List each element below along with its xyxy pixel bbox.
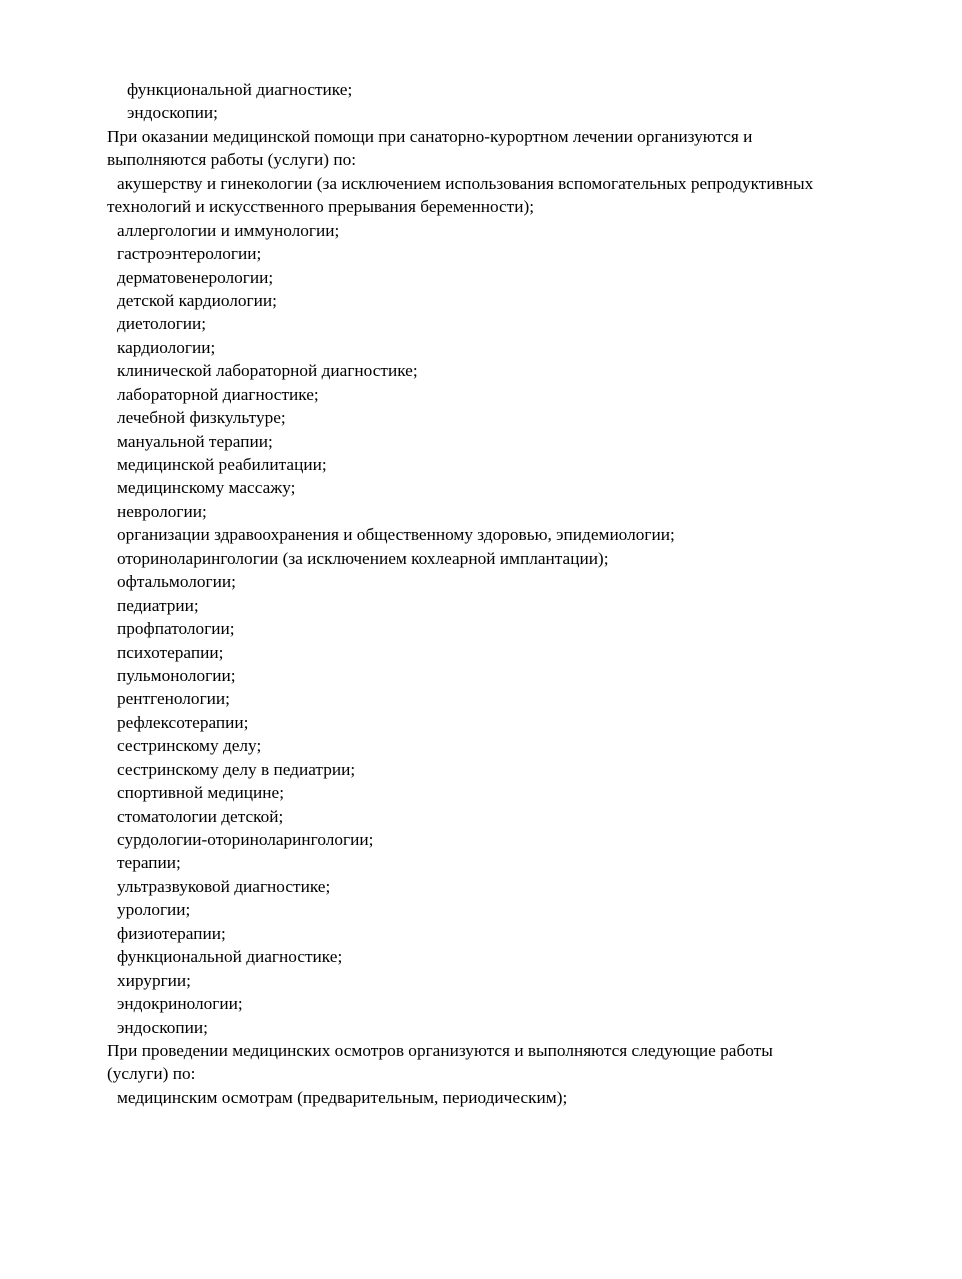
list-item: лабораторной диагностике; (117, 384, 319, 404)
list-item: мануальной терапии; (117, 431, 273, 451)
list-item: стоматологии детской; (117, 806, 284, 826)
document-page (107, 78, 907, 1109)
list-item: дерматовенерологии; (117, 267, 274, 287)
list-item: оториноларингологии (за исключением кохлеарной имплантации); (117, 548, 609, 568)
paragraph-line: (услуги) по: (107, 1064, 196, 1084)
list-item: неврологии; (117, 501, 207, 521)
list-item: офтальмологии; (117, 572, 236, 592)
list-item: профпатологии; (117, 619, 235, 639)
list-item: рефлексотерапии; (117, 712, 249, 732)
list-item: кардиологии; (117, 337, 216, 357)
list-item: хирургии; (117, 970, 191, 990)
list-item: гастроэнтерологии; (117, 244, 262, 264)
list-item: лечебной физкультуре; (117, 408, 286, 428)
list-item: педиатрии; (117, 595, 199, 615)
list-item: терапии; (117, 853, 181, 873)
list-item: сестринскому делу в педиатрии; (117, 759, 356, 779)
list-item: эндоскопии; (127, 103, 218, 123)
list-item: функциональной диагностике; (117, 947, 343, 967)
list-item: медицинской реабилитации; (117, 455, 327, 474)
service-list (107, 219, 907, 1039)
paragraph-line: При проведении медицинских осмотров организуются и выполняются следующие работы (107, 1040, 773, 1060)
list-item: медицинскому массажу; (117, 478, 296, 498)
list-item: ультразвуковой диагностике; (117, 876, 331, 896)
list-item: организации здравоохранения и общественному здоровью, эпидемиологии; (117, 525, 675, 545)
list-item: акушерству и гинекологии (за исключением использования вспомогательных репродуктивных (117, 173, 814, 193)
list-item-continuation: технологий и искусственного прерывания беременности); (107, 197, 535, 217)
list-item: спортивной медицине; (117, 783, 285, 803)
list-item: сестринскому делу; (117, 736, 262, 756)
section-sanatorium (107, 125, 907, 1039)
paragraph-line: При оказании медицинской помощи при санаторно-курортном лечении организуются и (107, 126, 753, 146)
list-item: функциональной диагностике; (127, 80, 353, 99)
paragraph-line: выполняются работы (услуги) по: (107, 150, 357, 170)
list-item: сурдологии-оториноларингологии; (117, 830, 374, 849)
list-item: урологии; (117, 900, 191, 920)
list-item: пульмонологии; (117, 665, 236, 685)
list-item: детской кардиологии; (117, 290, 277, 310)
list-item: эндокринологии; (117, 994, 243, 1014)
list-item: аллергологии и иммунологии; (117, 220, 340, 240)
list-item: физиотерапии; (117, 923, 226, 943)
list-item: эндоскопии; (117, 1017, 208, 1037)
list-item: психотерапии; (117, 642, 224, 662)
list-item: клинической лабораторной диагностике; (117, 361, 418, 381)
section-medical-exams (107, 1039, 907, 1109)
list-item: медицинским осмотрам (предварительным, периодическим); (117, 1087, 568, 1107)
list-item: рентгенологии; (117, 689, 230, 709)
list-item: диетологии; (117, 314, 207, 334)
